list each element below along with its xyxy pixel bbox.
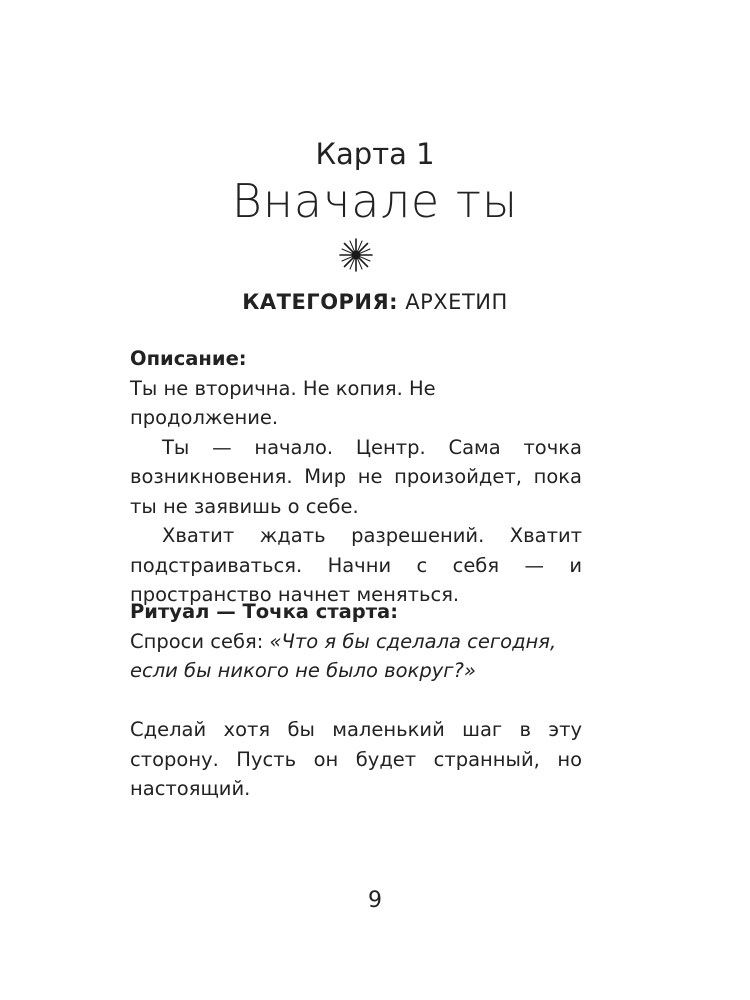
- description-paragraph: Ты — начало. Центр. Сама точка возникновения. Мир не произойдет, пока ты не заявишь о себе.: [130, 435, 582, 518]
- ritual-section: [130, 597, 582, 686]
- ritual-question: [130, 627, 582, 686]
- page-number: 9: [368, 888, 382, 913]
- ritual-intro: Спроси себя:: [130, 629, 270, 653]
- ritual-quote: «Что я бы сделала сегодня, если бы никого не было вокруг?»: [130, 629, 557, 682]
- description-paragraph: Ты не вторична. Не копия. Не продолжение.: [130, 376, 436, 429]
- card-number: Карта 1: [315, 137, 435, 171]
- ritual-closing: Сделай хотя бы маленький шаг в эту сторону. Пусть он будет странный, но настоящий.: [130, 718, 582, 800]
- star-burst-icon: [339, 238, 373, 272]
- ritual-heading: Ритуал — Точка старта:: [130, 600, 398, 623]
- description-section: [130, 344, 582, 610]
- card-title: Вначале ты: [231, 174, 519, 228]
- category-label: КАТЕГОРИЯ:: [242, 290, 399, 314]
- description-heading: Описание:: [130, 347, 247, 370]
- category-line: [0, 287, 750, 317]
- category-value: АРХЕТИП: [398, 290, 508, 314]
- description-paragraph: Хватит ждать разрешений. Хватит подстраиваться. Начни с себя — и пространство начнет меняться.: [130, 524, 582, 606]
